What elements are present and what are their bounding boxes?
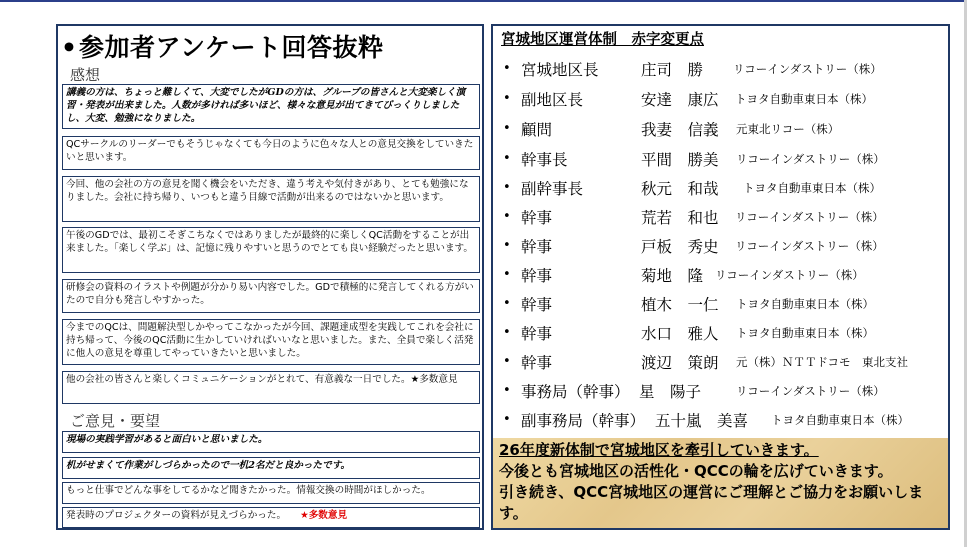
member-name: 秋元 和哉 [641, 180, 719, 198]
member-name: 我妻 信義 [641, 121, 719, 139]
member-role: 幹事 [521, 325, 553, 343]
majority-badge: ★多数意見 [300, 510, 348, 521]
bullet-icon: • [503, 151, 511, 166]
opinion-item-1: 現場の実践学習があると面白いと思いました。 [62, 431, 480, 453]
member-role: 幹事 [521, 354, 553, 372]
member-role: 幹事 [521, 238, 553, 256]
feedback-item-1: 講義の方は、ちょっと難しくて、大変でしたがGDの方は、グループの皆さんと大変楽しく演習・発表が出来ました。人数が多ければ多いほど、様々な意見が出てきてびっくりしましたし、大変、勉強になりました。 [62, 84, 480, 129]
opinions-heading: ご意見・要望 [70, 412, 161, 430]
organization-panel [491, 24, 950, 530]
feedback-item-6: 今までのQCは、問題解決型しかやってこなかったが今回、課題達成型を実践してこれを会社に持ち帰って、今後のQC活動に生かしていければいいなと思いました。また、全員で楽しく活発に他人の意見を尊重してやっていきたいと思いました。 [62, 319, 480, 365]
survey-panel [56, 24, 484, 530]
feedback-item-3: 今回、他の会社の方の意見を聞く機会をいただき、違う考えや気付きがあり、とても勉強になりました。会社に持ち帰り、いつもと違う目線で活動が出来るのではないかと思います。 [62, 176, 480, 222]
member-role: 宮城地区長 [521, 61, 599, 79]
member-name: 平間 勝美 [641, 151, 719, 169]
top-rule [0, 0, 967, 2]
member-role: 副地区長 [521, 91, 584, 109]
feedback-heading: 感想 [70, 66, 101, 84]
opinion-item-3: もっと仕事でどんな事をしてるかなど聞きたかった。情報交換の時間がほしかった。 [62, 482, 480, 504]
banner-line-3: 引き続き、QCC宮城地区の運営にご理解とご協力をお願いします。 [499, 483, 924, 522]
member-role: 顧問 [521, 121, 553, 139]
member-org: トヨタ自動車東日本（株） [736, 297, 874, 311]
bullet-icon: • [503, 180, 511, 195]
member-org: リコーインダストリー（株） [736, 384, 885, 398]
member-org: トヨタ自動車東日本（株） [736, 326, 874, 340]
member-org: 元（株）ＮＴＴドコモ 東北支社 [736, 355, 909, 369]
survey-title [61, 28, 384, 64]
member-org: リコーインダストリー（株） [736, 152, 885, 166]
bullet-icon: • [61, 33, 78, 62]
member-name: 水口 雅人 [641, 325, 719, 343]
member-role: 幹事 [521, 296, 553, 314]
member-role: 幹事 [521, 209, 553, 227]
member-name: 荒若 和也 [641, 209, 719, 227]
survey-title-text: 参加者アンケート回答抜粋 [79, 33, 384, 62]
member-role: 幹事 [521, 267, 553, 285]
banner-line-2: 今後とも宮城地区の活性化・QCCの輪を広げていきます。 [499, 462, 893, 480]
bullet-icon: • [503, 354, 511, 369]
member-org: リコーインダストリー（株） [715, 268, 864, 282]
member-name: 星 陽子 [639, 383, 702, 401]
member-org: トヨタ自動車東日本（株） [743, 181, 881, 195]
member-role: 幹事長 [521, 151, 568, 169]
bullet-icon: • [503, 412, 511, 427]
bullet-icon: • [503, 383, 511, 398]
member-org: 元東北リコー（株） [736, 122, 840, 136]
bullet-icon: • [503, 121, 511, 136]
bullet-icon: • [503, 267, 511, 282]
member-org: トヨタ自動車東日本（株） [771, 413, 909, 427]
feedback-item-5: 研修会の資料のイラストや例題が分かり易い内容でした。GDで積極的に発言してくれる方がいたので自分も発言しやすかった。 [62, 279, 480, 313]
organization-title: 宮城地区運営体制 赤字変更点 [501, 32, 704, 48]
opinion-item-2: 机がせまくて作業がしづらかったので一机2名だと良かったです。 [62, 457, 480, 479]
member-org: リコーインダストリー（株） [733, 62, 882, 76]
member-name: 戸板 秀史 [641, 238, 719, 256]
announcement-banner [493, 438, 948, 528]
bullet-icon: • [503, 238, 511, 253]
member-role: 事務局（幹事） [521, 383, 630, 401]
member-role: 副幹事長 [521, 180, 584, 198]
opinion-item-4-text: 発表時のプロジェクターの資料が見えづらかった。 [66, 510, 287, 521]
member-role: 副事務局（幹事） [521, 412, 646, 430]
member-name: 五十嵐 美喜 [655, 412, 749, 430]
member-name: 安達 康広 [641, 91, 719, 109]
bullet-icon: • [503, 209, 511, 224]
member-name: 渡辺 策朗 [641, 354, 719, 372]
member-name: 植木 一仁 [641, 296, 719, 314]
member-org: リコーインダストリー（株） [735, 210, 884, 224]
member-name: 庄司 勝 [641, 61, 704, 79]
banner-line-1: 26年度新体制で宮城地区を牽引していきます。 [499, 441, 819, 459]
bullet-icon: • [503, 91, 511, 106]
opinion-item-4 [62, 507, 480, 528]
member-org: トヨタ自動車東日本（株） [735, 92, 873, 106]
bullet-icon: • [503, 325, 511, 340]
feedback-item-2: QCサークルのリーダーでもそうじゃなくても今日のように色々な人との意見交換をしていきたいと思います。 [62, 136, 480, 170]
bullet-icon: • [503, 296, 511, 311]
member-org: リコーインダストリー（株） [735, 239, 884, 253]
feedback-item-4: 午後のGDでは、最初こそぎこちなくではありましたが最終的に楽しくQC活動をすることが出来ました。「楽しく学ぶ」は、記憶に残りやすいと思うのでとても良い経験だったと思います。 [62, 227, 480, 273]
feedback-item-7: 他の会社の皆さんと楽しくコミュニケーションがとれて、有意義な一日でした。★多数意見 [62, 371, 480, 404]
bullet-icon: • [503, 61, 511, 76]
member-name: 菊地 隆 [641, 267, 704, 285]
